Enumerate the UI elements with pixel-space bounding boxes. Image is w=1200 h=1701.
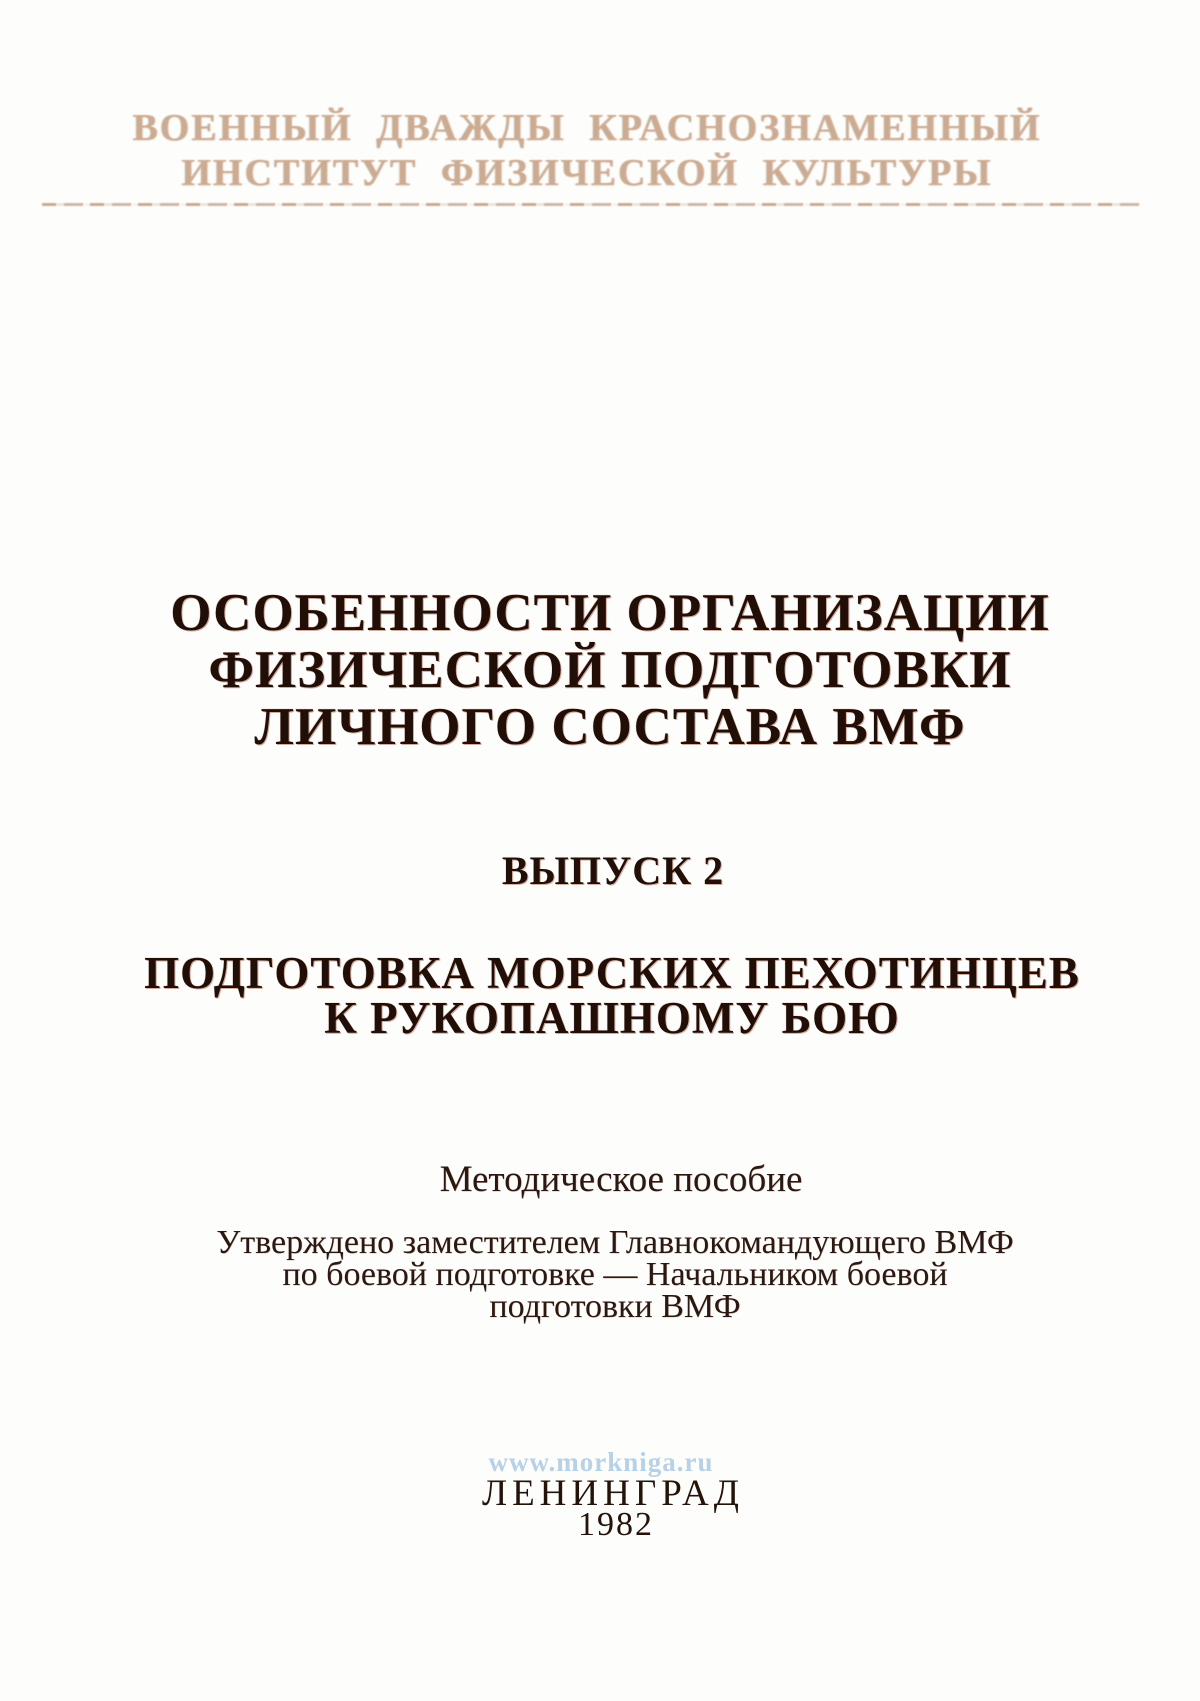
publication-type-label: Методическое пособие [439,1159,803,1200]
approval-statement [15,1224,1200,1325]
approval-line-3: подготовки ВМФ [489,1288,741,1325]
site-watermark: www.morkniga.ru [488,1447,714,1477]
approval-line-1: Утверждено заместителем Главнокомандующего ВМФ [216,1224,1014,1261]
book-subtitle [12,948,1200,1043]
book-title-line-1: ОСОБЕННОСТИ ОРГАНИЗАЦИИ [170,584,1050,642]
book-title-line-2: ФИЗИЧЕСКОЙ ПОДГОТОВКИ [208,641,1012,699]
book-subtitle-line-2: К РУКОПАШНОМУ БОЮ [324,993,900,1043]
institution-line-2: ИНСТИТУТ ФИЗИЧЕСКОЙ КУЛЬТУРЫ [181,152,993,194]
imprint-city: ЛЕНИНГРАД [481,1473,745,1514]
approval-line-2: по боевой подготовке — Начальником боевой [282,1256,948,1293]
issue-number: ВЫПУСК 2 [501,848,725,893]
header-divider-rule [42,203,1140,206]
institution-header [0,106,1187,196]
book-title-line-3: ЛИЧНОГО СОСТАВА ВМФ [254,698,966,756]
book-subtitle-line-1: ПОДГОТОВКА МОРСКИХ ПЕХОТИНЦЕВ [144,948,1080,998]
book-title [10,585,1200,756]
imprint-year: 1982 [578,1506,654,1543]
institution-line-1: ВОЕННЫЙ ДВАЖДЫ КРАСНОЗНАМЕННЫЙ [132,107,1042,149]
